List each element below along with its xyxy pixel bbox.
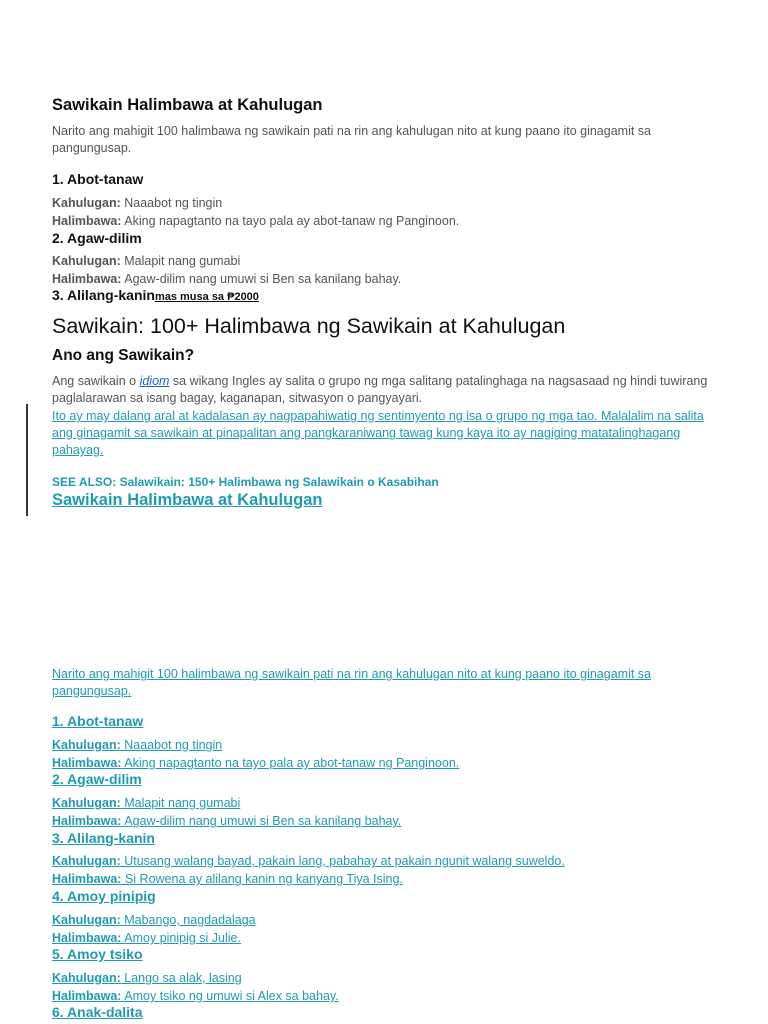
intro-item-1-heading: 1. Abot-tanaw [52, 171, 144, 187]
linked-item-5-halimbawa[interactable] [52, 989, 339, 1003]
halimbawa-label: Halimbawa: [52, 756, 122, 770]
kahulugan-label: Kahulugan: [52, 738, 121, 752]
halimbawa-text: Amoy pinipig si Julie. [124, 931, 241, 945]
kahulugan-text: Naaabot ng tingin [124, 196, 223, 210]
kahulugan-text: Mabango, nagdadalaga [124, 913, 256, 927]
halimbawa-text: Agaw-dilim nang umuwi si Ben sa kanilang bahay. [124, 814, 402, 828]
article-paragraph-1 [52, 373, 722, 407]
linked-item-1-heading[interactable]: 1. Abot-tanaw [52, 713, 144, 729]
linked-paragraph[interactable]: Narito ang mahigit 100 halimbawa ng sawikain pati na rin ang kahulugan nito at kung paano ito ginagamit sa pangungusap. [52, 667, 651, 698]
linked-item-5-kahulugan[interactable] [52, 971, 242, 985]
kahulugan-label: Kahulugan: [52, 796, 121, 810]
linked-item-2-kahulugan[interactable] [52, 796, 240, 810]
kahulugan-text: Malapit nang gumabi [124, 796, 241, 810]
linked-item-3-halimbawa[interactable] [52, 872, 403, 886]
article-subtitle: Ano ang Sawikain? [52, 347, 195, 364]
halimbawa-label: Halimbawa: [52, 214, 122, 228]
linked-item-1-kahulugan[interactable] [52, 738, 222, 752]
halimbawa-label: Halimbawa: [52, 814, 122, 828]
intro-title: Sawikain Halimbawa at Kahulugan [52, 96, 323, 114]
halimbawa-label: Halimbawa: [52, 989, 122, 1003]
article-title: Sawikain: 100+ Halimbawa ng Sawikain at Kahulugan [52, 314, 566, 338]
linked-item-6-heading[interactable]: 6. Anak-dalita [52, 1004, 143, 1020]
intro-item-1-halimbawa [52, 214, 459, 228]
para1-before: Ang sawikain o [52, 374, 140, 388]
halimbawa-label: Halimbawa: [52, 272, 122, 286]
linked-item-4-kahulugan[interactable] [52, 913, 256, 927]
halimbawa-text: Aking napagtanto na tayo pala ay abot-tanaw ng Panginoon. [124, 756, 460, 770]
promo-link[interactable]: mas musa sa ₱2000 [154, 291, 259, 303]
article-paragraph-2[interactable]: Ito ay may dalang aral at kadalasan ay nagpapahiwatig ng sentimyento ng isa o grupo ng mga tao. Malalalim na salita ang ginagamit sa sawikain at pinapalitan ang pangkaraniwang tawag kung kaya ito ay nagiging matatalinghagang pahayag. [52, 409, 704, 457]
intro-item-2-halimbawa [52, 272, 401, 286]
linked-item-2-heading[interactable]: 2. Agaw-dilim [52, 771, 142, 787]
kahulugan-text: Utusang walang bayad, pakain lang, pabahay at pakain ngunit walang suweldo. [124, 854, 565, 868]
kahulugan-label: Kahulugan: [52, 913, 121, 927]
linked-item-4-heading[interactable]: 4. Amoy pinipig [52, 888, 156, 904]
left-border-bar [26, 404, 28, 516]
intro-item-3-heading: 3. Alilang-kanin [52, 287, 155, 303]
article-section-title[interactable]: Sawikain Halimbawa at Kahulugan [52, 491, 323, 509]
kahulugan-text: Naaabot ng tingin [124, 738, 223, 752]
idiom-link[interactable]: idiom [139, 374, 170, 388]
halimbawa-text: Agaw-dilim nang umuwi si Ben sa kanilang bahay. [124, 272, 402, 286]
kahulugan-text: Malapit nang gumabi [124, 254, 241, 268]
kahulugan-label: Kahulugan: [52, 971, 121, 985]
halimbawa-label: Halimbawa: [52, 931, 122, 945]
kahulugan-label: Kahulugan: [52, 196, 121, 210]
intro-item-2-kahulugan [52, 254, 240, 268]
linked-item-2-halimbawa[interactable] [52, 814, 401, 828]
linked-item-4-halimbawa[interactable] [52, 931, 241, 945]
linked-item-3-kahulugan[interactable] [52, 854, 565, 868]
kahulugan-text: Lango sa alak, lasing [124, 971, 242, 985]
kahulugan-label: Kahulugan: [52, 254, 121, 268]
intro-item-2-heading: 2. Agaw-dilim [52, 230, 142, 246]
halimbawa-text: Si Rowena ay alilang kanin ng kanyang Tiya Ising. [124, 872, 403, 886]
linked-item-3-heading[interactable]: 3. Alilang-kanin [52, 830, 155, 846]
halimbawa-text: Aking napagtanto na tayo pala ay abot-tanaw ng Panginoon. [124, 214, 460, 228]
kahulugan-label: Kahulugan: [52, 854, 121, 868]
see-also-link[interactable]: SEE ALSO: Salawikain: 150+ Halimbawa ng Salawikain o Kasabihan [52, 475, 439, 489]
para1-after: sa wikang Ingles ay salita o grupo ng mga salitang patalinghaga na nagsasaad ng hindi tuwirang paglalarawan sa isang bagay, kaganapan, sitwasyon o pangyayari. [52, 374, 708, 405]
linked-item-1-halimbawa[interactable] [52, 756, 459, 770]
halimbawa-label: Halimbawa: [52, 872, 122, 886]
intro-paragraph: Narito ang mahigit 100 halimbawa ng sawikain pati na rin ang kahulugan nito at kung paano ito ginagamit sa pangungusap. [52, 124, 651, 155]
intro-item-1-kahulugan [52, 196, 222, 210]
linked-item-5-heading[interactable]: 5. Amoy tsiko [52, 946, 143, 962]
halimbawa-text: Amoy tsiko ng umuwi si Alex sa bahay. [124, 989, 339, 1003]
intro-item-3-row [52, 287, 259, 305]
